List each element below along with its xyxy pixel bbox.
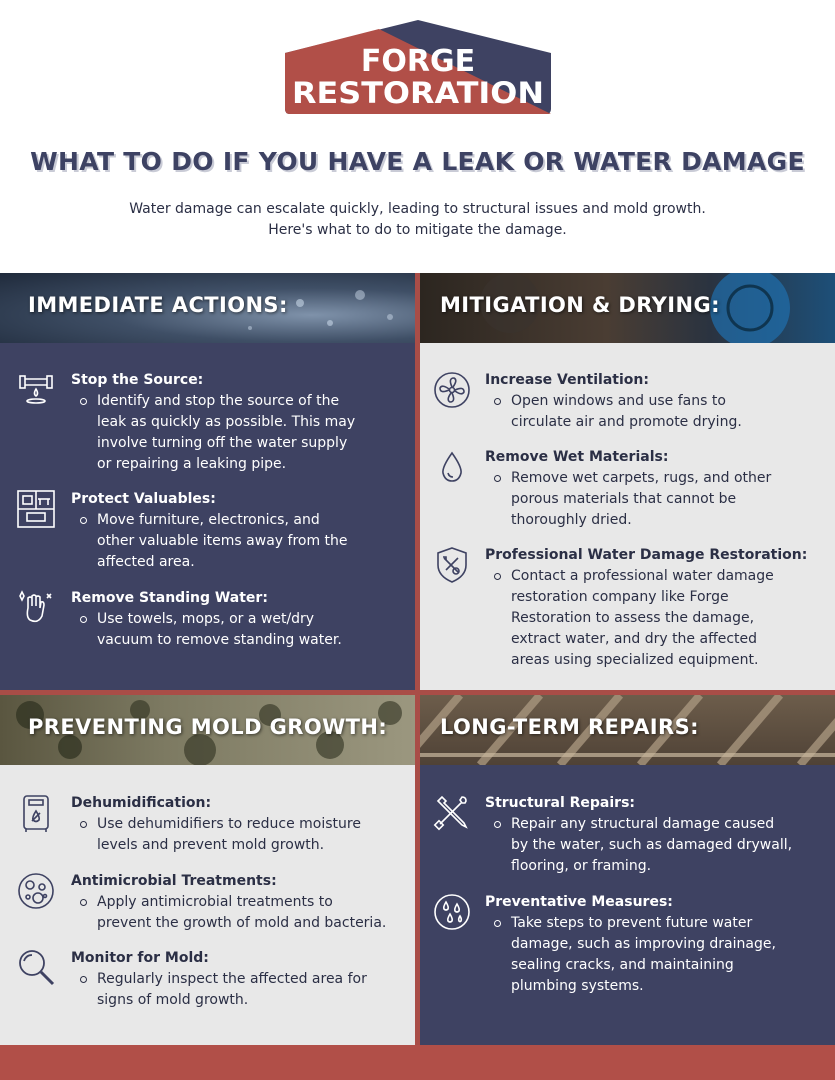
item-line: signs of mold growth. [97,992,249,1008]
item-line: or repairing a leaking pipe. [97,456,287,472]
grid-divider-vertical [415,273,420,1045]
item-text [97,391,355,475]
item-line: Apply antimicrobial treatments to [97,894,333,910]
item-title: Remove Standing Water: [71,590,268,606]
item-line: Take steps to prevent future water [511,915,753,931]
page-title: WHAT TO DO IF YOU HAVE A LEAK OR WATER DAMAGE [30,147,805,176]
dehumidifier-icon [16,793,56,833]
shield-tools-icon [432,545,472,585]
item-text [511,913,776,997]
item-text [97,969,367,1011]
item-line: affected area. [97,554,195,570]
item-title: Professional Water Damage Restoration: [485,547,808,563]
item-line: restoration company like Forge [511,589,729,605]
item-text [97,814,361,856]
item-line: prevent the growth of mold and bacteria. [97,915,387,931]
item-line: Restoration to assess the damage, [511,610,755,626]
logo-line-1: FORGE [360,44,476,79]
pipe-leak-icon [16,370,56,410]
item-text [511,814,792,877]
item-title: Antimicrobial Treatments: [71,873,277,889]
item-line: by the water, such as damaged drywall, [511,837,793,853]
mitigation-drying-header [420,273,835,343]
long-term-repairs-header [420,695,835,765]
item-text [511,566,774,671]
fan-icon [432,370,472,410]
long-term-repairs-panel [420,695,835,1045]
mitigation-drying-heading: MITIGATION & DRYING: [440,293,720,317]
logo-line-2: RESTORATION [292,76,544,110]
long-term-repairs-heading: LONG-TERM REPAIRS: [440,715,699,739]
intro-text [40,199,795,241]
item-text [97,609,342,651]
item-line: Use towels, mops, or a wet/dry [97,611,315,627]
preventing-mold-panel [0,695,415,1045]
bacteria-icon [16,871,56,911]
item-line: flooring, or framing. [511,858,652,874]
item-line: Repair any structural damage caused [511,816,775,832]
cleaning-hand-icon [16,588,56,628]
item-text [97,510,348,573]
item-title: Monitor for Mold: [71,950,209,966]
item-line: Remove wet carpets, rugs, and other [511,470,772,486]
item-title: Increase Ventilation: [485,372,649,388]
item-line: Use dehumidifiers to reduce moisture [97,816,361,832]
item-title: Stop the Source: [71,372,204,388]
water-drop-icon [432,447,472,487]
forge-restoration-logo [279,19,557,115]
item-line: circulate air and promote drying. [511,414,742,430]
grid-divider-horizontal [0,690,835,695]
preventing-mold-heading: PREVENTING MOLD GROWTH: [28,715,388,739]
item-line: thoroughly dried. [511,512,632,528]
mitigation-drying-body [420,343,835,690]
item-title: Structural Repairs: [485,795,636,811]
item-title: Protect Valuables: [71,491,216,507]
item-line: extract water, and dry the affected [511,631,758,647]
item-line: Identify and stop the source of the [97,393,340,409]
item-line: leak as quickly as possible. This may [97,414,356,430]
immediate-actions-panel [0,273,415,690]
intro-line-2: Here's what to do to mitigate the damage. [268,222,567,238]
preventing-mold-body [0,765,415,1045]
item-line: vacuum to remove standing water. [97,632,342,648]
item-line: involve turning off the water supply [97,435,348,451]
item-line: Regularly inspect the affected area for [97,971,367,987]
item-line: sealing cracks, and maintaining [511,957,734,973]
item-text [511,468,771,531]
intro-line-1: Water damage can escalate quickly, leading to structural issues and mold growth. [129,201,706,217]
mitigation-drying-panel [420,273,835,690]
immediate-actions-heading: IMMEDIATE ACTIONS: [28,293,288,317]
immediate-actions-body [0,343,415,690]
item-line: Contact a professional water damage [511,568,774,584]
item-line: levels and prevent mold growth. [97,837,325,853]
item-line: Open windows and use fans to [511,393,726,409]
item-line: Move furniture, electronics, and [97,512,320,528]
furniture-icon [16,489,56,529]
rain-drops-icon [432,892,472,932]
immediate-actions-header [0,273,415,343]
item-title: Dehumidification: [71,795,212,811]
long-term-repairs-body [420,765,835,1045]
preventing-mold-header [0,695,415,765]
item-title: Remove Wet Materials: [485,449,669,465]
item-line: areas using specialized equipment. [511,652,759,668]
item-line: other valuable items away from the [97,533,348,549]
wrench-screwdriver-icon [432,793,472,833]
magnifier-icon [16,948,56,988]
item-text [511,391,742,433]
item-text [97,892,386,934]
item-title: Preventative Measures: [485,894,673,910]
item-line: plumbing systems. [511,978,644,994]
item-line: porous materials that cannot be [511,491,737,507]
item-line: damage, such as improving drainage, [511,936,776,952]
footer-bar [0,1045,835,1080]
